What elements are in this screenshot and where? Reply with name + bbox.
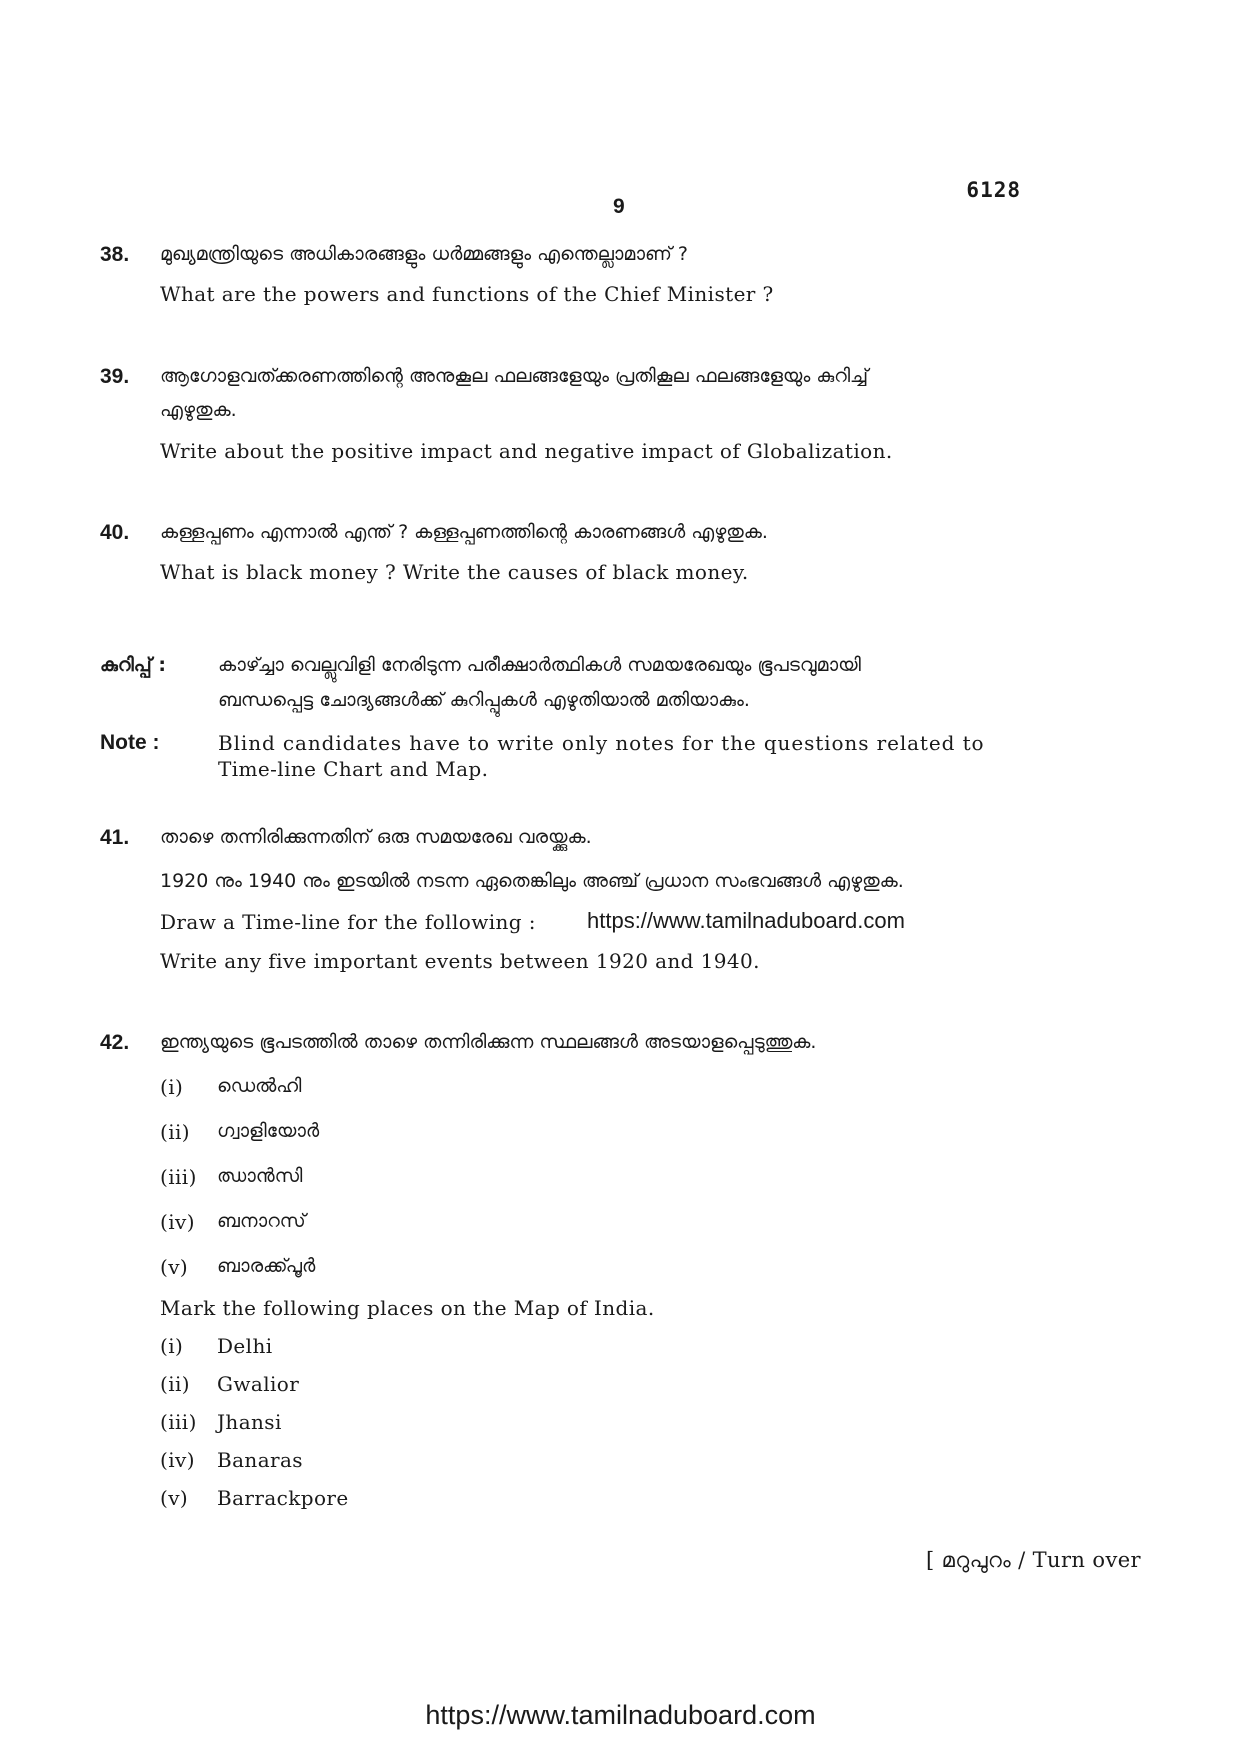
list-item-label: (iv) (160, 1448, 195, 1472)
list-item-label: (iii) (160, 1410, 197, 1434)
list-item-label: (iv) (160, 1210, 195, 1234)
note-text-ml: ബന്ധപ്പെട്ട ചോദ്യങ്ങൾക്ക് കുറിപ്പുകൾ എഴുതിയാൽ മതിയാകും. (218, 689, 750, 711)
note-text-en: Time-line Chart and Map. (218, 757, 489, 781)
question-text-ml: 1920 നും 1940 നും ഇടയിൽ നടന്ന ഏതെങ്കിലും അഞ്ച് പ്രധാന സംഭവങ്ങൾ എഴുതുക. (160, 870, 904, 892)
list-item-label: (iii) (160, 1165, 197, 1189)
question-number: 40. (100, 521, 130, 544)
question-number: 41. (100, 826, 130, 849)
paper-code: 6128 (966, 178, 1021, 202)
question-number: 42. (100, 1031, 130, 1054)
list-item-label: (i) (160, 1334, 184, 1358)
list-item-label: (v) (160, 1486, 189, 1510)
footer-url-link[interactable]: https://www.tamilnaduboard.com (425, 1700, 816, 1730)
question-text-ml: ഇന്ത്യയുടെ ഭൂപടത്തിൽ താഴെ തന്നിരിക്കുന്ന സ്ഥലങ്ങൾ അടയാളപ്പെടുത്തുക. (160, 1031, 817, 1053)
list-item: ഡെൽഹി (217, 1075, 302, 1097)
question-number: 38. (100, 243, 130, 266)
note-label-ml: കുറിപ്പ് : (100, 654, 166, 676)
question-number: 39. (100, 365, 130, 388)
list-item-label: (i) (160, 1075, 184, 1099)
question-text-ml: താഴെ തന്നിരിക്കുന്നതിന് ഒരു സമയരേഖ വരയ്ക്കുക. (160, 826, 592, 848)
question-text-ml: കള്ളപ്പണം എന്നാൽ എന്ത് ? കള്ളപ്പണത്തിന്റെ കാരണങ്ങൾ എഴുതുക. (160, 521, 768, 543)
note-text-ml: കാഴ്ച്ചാ വെല്ലുവിളി നേരിടുന്ന പരീക്ഷാർത്ഥികൾ സമയരേഖയും ഭൂപടവുമായി (218, 654, 861, 676)
list-item: Delhi (217, 1334, 273, 1358)
list-item: ഗ്വാളിയോർ (217, 1120, 320, 1142)
list-item: Gwalior (217, 1372, 300, 1396)
question-text-ml: എഴുതുക. (160, 399, 237, 421)
page-number: 9 (613, 195, 625, 218)
turn-over-label: [ മറുപുറം / Turn over (926, 1548, 1141, 1572)
question-text-en: Write any five important events between 1920 and 1940. (160, 949, 760, 973)
question-text-en: Draw a Time-line for the following : (160, 910, 536, 934)
question-text-ml: മുഖ്യമന്ത്രിയുടെ അധികാരങ്ങളും ധർമ്മങ്ങളും എന്തെല്ലാമാണ് ? (160, 243, 688, 265)
list-item-label: (ii) (160, 1120, 190, 1144)
question-text-en: Mark the following places on the Map of India. (160, 1296, 655, 1320)
list-item: ബാരക്ക്പൂർ (217, 1255, 316, 1277)
list-item: Jhansi (217, 1410, 282, 1434)
question-text-en: Write about the positive impact and negative impact of Globalization. (160, 439, 893, 463)
list-item: ബനാറസ് (217, 1210, 306, 1232)
list-item-label: (ii) (160, 1372, 190, 1396)
list-item: Barrackpore (217, 1486, 349, 1510)
list-item: ഝാൻസി (217, 1165, 303, 1187)
list-item-label: (v) (160, 1255, 189, 1279)
question-text-ml: ആഗോളവത്ക്കരണത്തിന്റെ അനുകൂല ഫലങ്ങളേയും പ്രതികൂല ഫലങ്ങളേയും കുറിച്ച് (160, 365, 869, 387)
note-text-en: Blind candidates have to write only notes for the questions related to (218, 731, 985, 755)
inline-url-link[interactable]: https://www.tamilnaduboard.com (587, 908, 905, 933)
list-item: Banaras (217, 1448, 303, 1472)
question-text-en: What are the powers and functions of the Chief Minister ? (160, 282, 774, 306)
note-label-en: Note : (100, 731, 160, 754)
question-text-en: What is black money ? Write the causes of black money. (160, 560, 749, 584)
